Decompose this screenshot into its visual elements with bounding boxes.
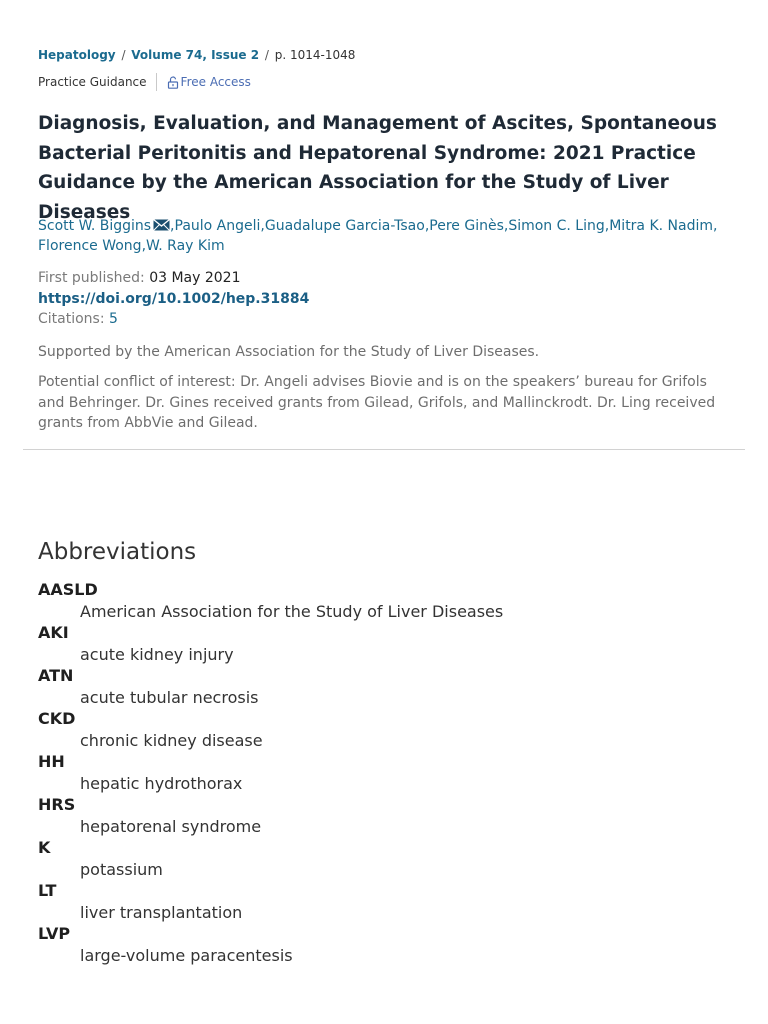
abbreviation-term: LVP: [38, 924, 71, 943]
abbreviation-definition: large-volume paracentesis: [80, 945, 293, 965]
abbreviations-heading: Abbreviations: [38, 539, 197, 565]
first-published-date: 03 May 2021: [149, 270, 241, 286]
journal-name-link[interactable]: Hepatology: [38, 48, 116, 62]
page-range: p. 1014-1048: [274, 48, 356, 62]
abbreviations-list: [38, 579, 503, 966]
citations-row: [38, 309, 309, 330]
abbreviation-term: AASLD: [38, 580, 98, 599]
author-link[interactable]: Paulo Angeli: [174, 218, 261, 234]
author-link[interactable]: Guadalupe Garcia-Tsao: [264, 218, 425, 234]
abbreviation-definition: American Association for the Study of Liver Diseases: [80, 601, 504, 621]
abbreviation-definition: potassium: [80, 859, 163, 879]
section-divider: [23, 449, 745, 450]
abbreviation-definition: hepatic hydrothorax: [80, 773, 243, 793]
abbreviation-term: LT: [38, 881, 57, 900]
funding-note: Supported by the American Association for the Study of Liver Diseases.: [38, 344, 540, 360]
citations-count-link[interactable]: 5: [109, 311, 118, 327]
journal-breadcrumb: [38, 46, 355, 64]
journal-issue-link[interactable]: Volume 74, Issue 2: [131, 48, 260, 62]
first-published-label: First published:: [38, 270, 145, 286]
article-meta: [38, 73, 251, 91]
breadcrumb-separator: /: [117, 48, 130, 62]
author-link[interactable]: W. Ray Kim: [146, 237, 225, 254]
author-link[interactable]: Simon C. Ling: [508, 218, 605, 234]
abbreviation-term: HH: [38, 752, 65, 771]
access-badge: [167, 73, 251, 91]
meta-divider: [156, 73, 157, 91]
author-link[interactable]: Florence Wong: [38, 237, 142, 254]
envelope-icon[interactable]: [153, 219, 170, 231]
author-link[interactable]: Mitra K. Nadim: [609, 218, 714, 234]
abbreviation-definition: liver transplantation: [80, 902, 243, 922]
abbreviation-term: AKI: [38, 623, 69, 642]
abbreviation-term: K: [38, 838, 51, 857]
abbreviation-term: CKD: [38, 709, 76, 728]
first-published-row: [38, 268, 309, 289]
abbreviation-definition: acute tubular necrosis: [80, 687, 259, 707]
author-link[interactable]: Pere Ginès: [429, 218, 504, 234]
article-type: Practice Guidance: [38, 75, 147, 89]
citations-label: Citations:: [38, 311, 105, 327]
abbreviation-definition: chronic kidney disease: [80, 730, 263, 750]
author-link[interactable]: Scott W. Biggins: [38, 218, 152, 234]
doi-link[interactable]: https://doi.org/10.1002/hep.31884: [38, 290, 310, 307]
conflict-of-interest-note: Potential conflict of interest: Dr. Angeli advises Biovie and is on the speakers’ bureau for Grifols and Behringer. Dr. Gines received grants from Gilead, Grifols, and Mallinckrodt. Dr. Ling received grants from AbbVie and Gilead.: [38, 374, 716, 431]
abbreviation-definition: hepatorenal syndrome: [80, 816, 262, 836]
lock-open-icon: [167, 76, 179, 89]
abbreviation-term: HRS: [38, 795, 76, 814]
author-list: Scott W. Biggins ,Paulo Angeli,Guadalupe Garcia-Tsao,Pere Ginès,Simon C. Ling,Mitra K. Nadim, Florence Wong,W. Ray Kim: [38, 218, 718, 254]
abbreviation-term: ATN: [38, 666, 74, 685]
doi-row: [38, 289, 309, 310]
abbreviation-definition: acute kidney injury: [80, 644, 234, 664]
breadcrumb-separator: /: [261, 48, 273, 62]
publication-info: [38, 268, 309, 330]
article-title: Diagnosis, Evaluation, and Management of Ascites, Spontaneous Bacterial Peritonitis and Hepatorenal Syndrome: 2021 Practice Guidance by the American Association for the Study of Liver Diseases: [38, 113, 717, 223]
access-label: Free Access: [180, 75, 251, 89]
